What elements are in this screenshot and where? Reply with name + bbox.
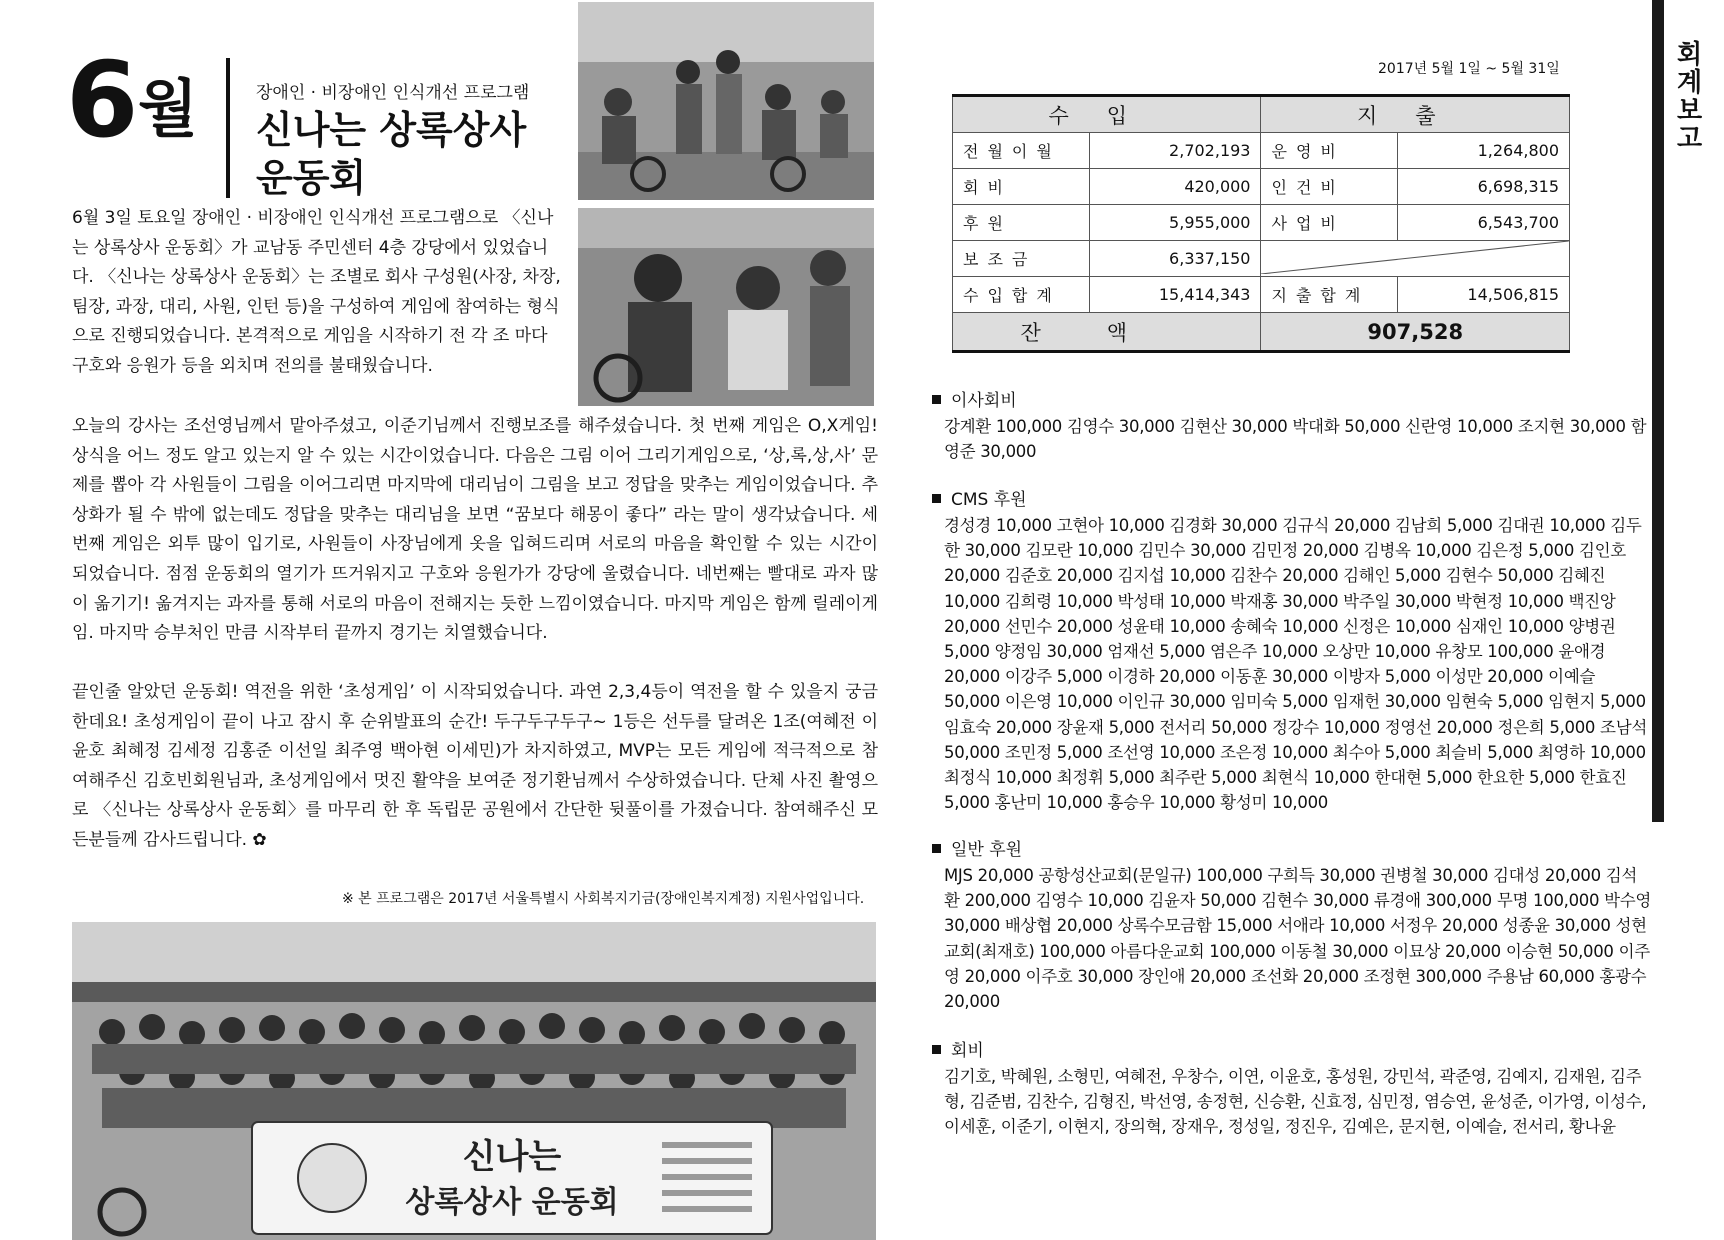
program-subtitle: 장애인 · 비장애인 인식개선 프로그램 — [256, 83, 530, 103]
accounting-row — [953, 133, 1570, 169]
expense-label: 운영비 — [1261, 133, 1398, 169]
membership-dues-heading: 회비 — [951, 1041, 984, 1061]
accounting-header-row — [953, 96, 1570, 133]
article-title — [256, 106, 556, 202]
membership-dues-list: 김기호, 박혜원, 소형민, 여혜전, 우창수, 이연, 이윤호, 홍성원, 강민석, 곽준영, 김예지, 김재원, 김주형, 김준범, 김찬수, 김형진, 박선영, 송정현, 신승환, 신효정, 심민정, 염승연, 윤성준, 이가영, 이성수, 이세훈, 이준기, 이현지, 장의혁, 장재우, 정성일, 정진우, 김예은, 문지현, 이예슬, 전서리, 황나윤 — [944, 1067, 1647, 1137]
section-heading — [932, 388, 1652, 414]
banner-title-line2: 상록상사 운동회 — [405, 1185, 619, 1220]
income-total-value: 15,414,343 — [1089, 277, 1261, 313]
accounting-row — [953, 169, 1570, 205]
accounting-table — [952, 94, 1570, 353]
event-photo-game — [578, 208, 874, 406]
income-value: 420,000 — [1089, 169, 1261, 205]
accounting-subtotal-row — [953, 277, 1570, 313]
expense-label: 사업비 — [1261, 205, 1398, 241]
income-value: 6,337,150 — [1089, 241, 1261, 277]
income-label: 전월이월 — [953, 133, 1090, 169]
paragraph-2-text: 오늘의 강사는 조선영님께서 맡아주셨고, 이준기님께서 진행보조를 해주셨습니다. 첫 번째 게임은 O,X게임! 상식을 어느 정도 알고 있는지 알 수 있는 시간이었습니다. 다음은 그림 이어 그리기게임으로, ‘상,록,상,사’ 문제를 뽑아 각 사원들이 그림을 이어그리면 마지막에 대리님이 그림을 보고 정답을 맞추는 게임이었습니다. 추상화가 될 수 밖에 없는데도 정답을 맞추는 대리님을 보면 “꿈보다 해몽이 좋다” 라는 말이 생각났습니다. 세번째 게임은 외투 많이 입기로, 사원들이 사장님에게 옷을 입혀드리며 서로의 마음을 확인할 수 있는 시간이 되었습니다. 점점 운동회의 열기가 뜨거워지고 구호와 응원가가 강당에 울렸습니다. 네번째는 빨대로 과자 많이 옮기기! 옮겨지는 과자를 통해 서로의 마음이 전해지는 듯한 느낌이였습니다. 마지막 게임은 함께 릴레이게임. 마지막 승부처인 만큼 시작부터 끝까지 경기는 치열했습니다. — [72, 416, 878, 644]
section-heading — [932, 487, 1652, 513]
board-dues-section — [932, 388, 1652, 464]
board-dues-heading: 이사회비 — [951, 391, 1017, 411]
title-line-2: 운동회 — [256, 156, 367, 200]
banner-title-line1: 신나는 — [462, 1137, 562, 1177]
section-heading — [932, 837, 1652, 863]
bullet-square-icon — [932, 844, 941, 853]
event-photo-wheelchairs — [578, 2, 874, 200]
general-donation-heading: 일반 후원 — [951, 840, 1023, 860]
empty-cell-slash — [1261, 241, 1570, 277]
expense-value: 6,698,315 — [1398, 169, 1570, 205]
section-heading — [932, 1038, 1652, 1064]
income-label: 후원 — [953, 205, 1090, 241]
expense-label: 인건비 — [1261, 169, 1398, 205]
balance-label: 잔액 — [953, 313, 1261, 352]
membership-dues-section — [932, 1038, 1652, 1140]
article-paragraph-2 — [72, 412, 878, 649]
general-donation-section — [932, 837, 1652, 1014]
cms-donation-heading: CMS 후원 — [951, 490, 1027, 510]
cms-donation-list: 경성경 10,000 고현아 10,000 김경화 30,000 김규식 20,000 김남희 5,000 김대권 10,000 김두한 30,000 김모란 10,000 김민수 30,000 김민정 20,000 김병옥 10,000 김은정 5,000 김인호 20,000 김준호 20,000 김지섭 10,000 김찬수 20,000 김해인 5,000 김현수 50,000 김혜진 10,000 김희령 10,000 박성태 10,000 박재홍 30,000 박주일 30,000 박현정 10,000 백진앙 20,000 선민수 20,000 성윤태 10,000 송혜숙 10,000 신정은 10,000 심재인 10,000 양병권 5,000 양정임 30,000 엄재선 5,000 염은주 10,000 오상만 10,000 유창모 100,000 윤애경 20,000 이강주 5,000 이경하 20,000 이동훈 30,000 이방자 5,000 이성만 20,000 이예슬 50,000 이은영 10,000 이인규 30,000 임미숙 5,000 임재헌 30,000 임현숙 5,000 임현지 5,000 임효숙 20,000 장윤재 5,000 전서리 50,000 정강수 10,000 정영선 20,000 정은희 5,000 조남석 50,000 조민정 5,000 조선영 10,000 조은정 10,000 최수아 5,000 최슬비 5,000 최영하 10,000 최정식 10,000 최정휘 5,000 최주란 5,000 최현식 10,000 한대현 5,000 한요한 5,000 한효진 5,000 홍난미 10,000 홍승우 10,000 황성미 10,000 — [944, 516, 1647, 813]
month-word: 월 — [138, 72, 198, 145]
board-dues-list: 강계환 100,000 김영수 30,000 김현산 30,000 박대화 50,000 신란영 10,000 조지현 30,000 함영준 30,000 — [944, 417, 1647, 462]
expense-value: 1,264,800 — [1398, 133, 1570, 169]
header-divider — [226, 58, 230, 198]
month-number: 6 — [66, 39, 135, 161]
expense-total-value: 14,506,815 — [1398, 277, 1570, 313]
expense-value: 6,543,700 — [1398, 205, 1570, 241]
income-total-label: 수입합계 — [953, 277, 1090, 313]
article-paragraph-1 — [72, 204, 566, 382]
paragraph-3-text: 끝인줄 알았던 운동회! 역전을 위한 ‘초성게임’ 이 시작되었습니다. 과연 2,3,4등이 역전을 할 수 있을지 궁금한데요! 초성게임이 끝이 나고 잠시 후 순위발표의 순간! 두구두구두구~ 1등은 선두를 달려온 1조(여혜전 이윤호 최혜정 김세정 김홍준 이선일 최주영 백아현 이세민)가 차지하였고, MVP는 모든 게임에 적극적으로 참여해주신 김호빈회원님과, 초성게임에서 멋진 활약을 보여준 정기환님께서 수상하였습니다. 단체 사진 촬영으로 〈신나는 상록상사 운동회〉를 마무리 한 후 독립문 공원에서 간단한 뒷풀이를 가졌습니다. 참여해주신 모든분들께 감사드립니다. ✿ — [72, 682, 878, 850]
general-donation-list: MJS 20,000 공항성산교회(문일규) 100,000 구희득 30,000 권병철 30,000 김대성 20,000 김석환 200,000 김영수 10,000 김윤자 50,000 김현수 30,000 류경애 300,000 무명 100,000 박수영 30,000 배상협 20,000 상록수모금함 15,000 서애라 10,000 서정우 20,000 성종윤 30,000 성현교회(최재호) 100,000 아름다운교회 100,000 이동철 30,000 이묘상 20,000 이승현 50,000 이주영 20,000 이주호 30,000 장인애 20,000 조선화 20,000 조정현 300,000 주용남 60,000 홍광수 20,000 — [944, 866, 1652, 1012]
income-value: 2,702,193 — [1089, 133, 1261, 169]
accounting-row — [953, 241, 1570, 277]
income-value: 5,955,000 — [1089, 205, 1261, 241]
bullet-square-icon — [932, 494, 941, 503]
side-tab-bar — [1652, 0, 1664, 822]
accounting-row — [953, 205, 1570, 241]
income-label: 회비 — [953, 169, 1090, 205]
balance-value: 907,528 — [1261, 313, 1570, 352]
title-line-1: 신나는 상록상사 — [256, 108, 527, 152]
funding-note: ※ 본 프로그램은 2017년 서울특별시 사회복지기금(장애인복지계정) 지원사업입니다. — [342, 891, 865, 907]
expense-header: 지출 — [1261, 96, 1570, 133]
report-period: 2017년 5월 1일 ~ 5월 31일 — [1378, 61, 1560, 77]
income-label: 보조금 — [953, 241, 1090, 277]
article-paragraph-3 — [72, 678, 878, 856]
bullet-square-icon — [932, 1045, 941, 1054]
group-photo — [72, 922, 876, 1240]
income-header: 수입 — [953, 96, 1261, 133]
cms-donation-section — [932, 487, 1652, 815]
paragraph-1-text: 6월 3일 토요일 장애인 · 비장애인 인식개선 프로그램으로 〈신나는 상록상사 운동회〉가 교남동 주민센터 4층 강당에서 있었습니다. 〈신나는 상록상사 운동회〉는 조별로 회사 구성원(사장, 차장, 팀장, 과장, 대리, 사원, 인턴 등)을 구성하여 게임에 참여하는 형식으로 진행되었습니다. 본격적으로 게임을 시작하기 전 각 조 마다 구호와 응원가 등을 외치며 전의를 불태웠습니다. — [72, 208, 561, 376]
balance-row — [953, 313, 1570, 352]
bullet-square-icon — [932, 395, 941, 404]
side-tab-label: 회계보고 — [1672, 40, 1702, 152]
expense-total-label: 지출합계 — [1261, 277, 1398, 313]
